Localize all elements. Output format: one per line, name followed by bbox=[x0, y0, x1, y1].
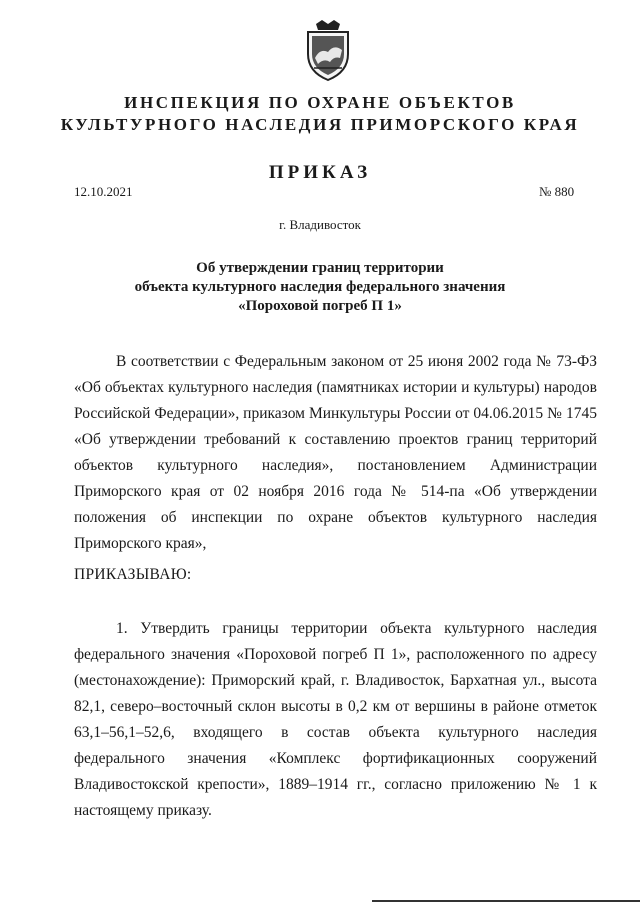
org-name-line1: ИНСПЕКЦИЯ ПО ОХРАНЕ ОБЪЕКТОВ bbox=[124, 93, 516, 112]
document-number: № 880 bbox=[539, 184, 575, 199]
document-title-line2: объекта культурного наследия федерального значения bbox=[134, 279, 506, 295]
preamble-paragraph: В соответствии с Федеральным законом от 25 июня 2002 года № 73-ФЗ «Об объектах культурного наследия (памятниках истории и культуры) народов Российской Федерации», приказом Минкультуры России от 04.06.2015 № 1745 «Об утверждении требований к составлению проектов границ территорий объектов культурного наследия», постановлением Администрации Приморского края от 02 ноября 2016 года № 514-па «Об утверждении положения об инспекции по охране объектов культурного наследия Приморского края», bbox=[74, 353, 597, 552]
page-edge-line bbox=[372, 900, 640, 902]
order-directive: ПРИКАЗЫВАЮ: bbox=[74, 566, 192, 583]
document-type: ПРИКАЗ bbox=[268, 162, 372, 183]
order-item-1: 1. Утвердить границы территории объекта культурного наследия федерального значения «Пороховой погреб П 1», расположенного по адресу (местонахождение): Приморский край, г. Владивосток, Бархатная ул., высота 82,1, северо–восточный склон высоты в 0,2 км от вершины в районе отметок 63,1–56,1–52,6, входящего в состав объекта культурного наследия федерального значения «Комплекс фортификационных сооружений Владивостокской крепости», 1889–1914 гг., согласно приложению № 1 к настоящему приказу. bbox=[74, 620, 597, 819]
document-title-line3: «Пороховой погреб П 1» bbox=[238, 298, 402, 314]
coat-of-arms-icon bbox=[298, 18, 358, 82]
document-city: г. Владивосток bbox=[279, 217, 361, 232]
document-date: 12.10.2021 bbox=[74, 184, 133, 199]
document-title-line1: Об утверждении границ территории bbox=[196, 260, 444, 276]
org-name-line2: КУЛЬТУРНОГО НАСЛЕДИЯ ПРИМОРСКОГО КРАЯ bbox=[60, 115, 580, 134]
